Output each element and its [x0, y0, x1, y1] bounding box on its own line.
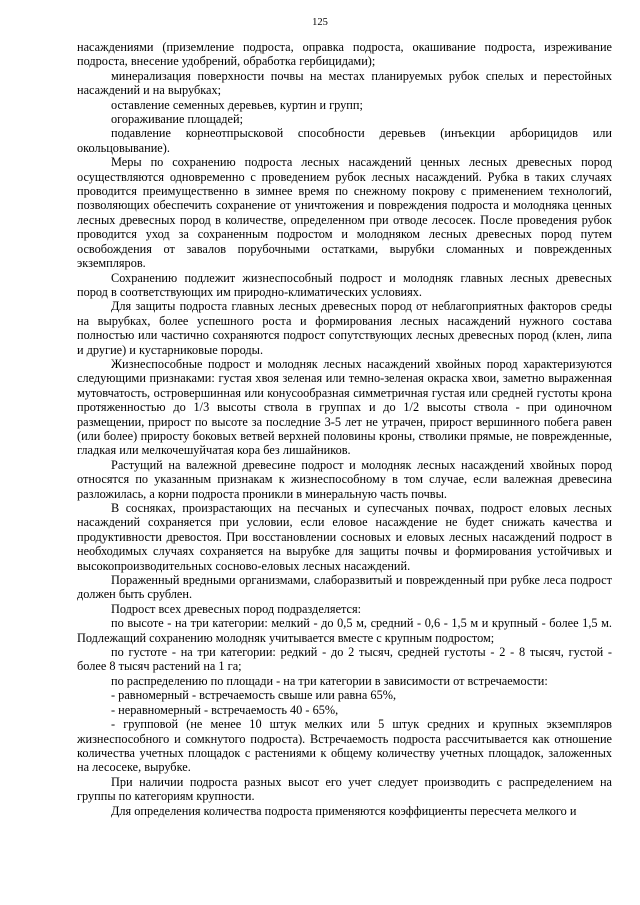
paragraph: Для определения количества подроста применяются коэффициенты пересчета мелкого и: [111, 803, 577, 818]
paragraph: Меры по сохранению подроста лесных насаждений ценных лесных древесных пород осуществляются одновременно с проведением рубок лесных насаждений. Рубка в таких случаях проводится преимущественно в зимнее время по снежному покрову с применением технологий, позволяющих обеспечить сохранение от уничтожения и повреждения подроста и молодняка ценных лесных древесных пород в количестве, определенном при отводе лесосек. После проведения рубок проводится уход за сохраненным подростом и молодняком лесных древесных пород путем освобождения от завалов порубочными остатками, вырубки сломанных и поврежденных экземпляров.: [77, 155, 612, 271]
paragraph: подавление корнеотпрысковой способности деревьев (инъекции арборицидов или окольцовывание).: [77, 126, 612, 155]
paragraph: по распределению по площади - на три категории в зависимости от встречаемости:: [111, 673, 548, 688]
paragraph: В сосняках, произрастающих на песчаных и супесчаных почвах, подрост еловых лесных насаждений сохраняется при условии, если еловое насаждение не будет снижать качества и продуктивности древостоя. При восстановлении сосновых и еловых лесных насаждений подрост в необходимых случаях сохраняется на вырубке для защиты почвы и формирования устойчивых и высокопроизводительных сосново-еловых лесных насаждений.: [77, 501, 612, 573]
paragraph: Растущий на валежной древесине подрост и молодняк лесных насаждений хвойных пород относятся по указанным признакам к жизнеспособному в том случае, если валежная древесина разложилась, а корни подроста проникли в минеральную часть почвы.: [77, 457, 612, 501]
paragraph: - групповой (не менее 10 штук мелких или 5 штук средних и крупных экземпляров жизнеспособного и сомкнутого подроста). Встречаемость подроста рассчитывается как отношение количества учетных площадок с растениями к общему количеству учетных площадок, заложенных на лесосеке, вырубке.: [77, 717, 612, 775]
paragraph: Для защиты подроста главных лесных древесных пород от неблагоприятных факторов среды на вырубках, более успешного роста и формирования лесных насаждений нужного состава полностью или частично сохраняются подрост сопутствующих лесных древесных пород (клен, липа и другие) и кустарниковые породы.: [77, 299, 612, 357]
paragraph: насаждениями (приземление подроста, оправка подроста, окашивание подроста, изреживание подроста, внесение удобрений, обработка гербицидами);: [77, 40, 612, 69]
paragraph: Сохранению подлежит жизнеспособный подрост и молодняк главных лесных древесных пород в соответствующих им природно-климатических условиях.: [77, 270, 612, 299]
paragraph: Жизнеспособные подрост и молодняк лесных насаждений хвойных пород характеризуются следующими признаками: густая хвоя зеленая или темно-зеленая окраска хвои, заметно выраженная мутовчатость, островершинная или конусообразная симметричная густая или средней густоты крона протяженностью до 1/3 высоты ствола в группах и до 1/2 высоты ствола - при одиночном размещении, прирост по высоте за последние 3-5 лет не утрачен, прирост вершинного побега равен (или более) приросту боковых ветвей верхней половины кроны, стволики прямые, не поврежденные, гладкая или мелкочешуйчатая кора без лишайников.: [77, 356, 612, 458]
paragraph: по густоте - на три категории: редкий - до 2 тысяч, средней густоты - 2 - 8 тысяч, густой - более 8 тысяч растений на 1 га;: [77, 645, 612, 674]
paragraph: оставление семенных деревьев, куртин и групп;: [111, 97, 363, 112]
paragraph: - равномерный - встречаемость свыше или равна 65%,: [111, 688, 397, 703]
paragraph: по высоте - на три категории: мелкий - до 0,5 м, средний - 0,6 - 1,5 м и крупный - более 1,5 м. Подлежащий сохранению молодняк учитывается вместе с крупным подростом;: [77, 616, 612, 645]
paragraph: При наличии подроста разных высот его учет следует производить с распределением на группы по категориям крупности.: [77, 774, 612, 804]
paragraph: Подрост всех древесных пород подразделяется:: [111, 601, 362, 616]
paragraph: минерализация поверхности почвы на местах планируемых рубок спелых и перестойных насаждений и на вырубках;: [77, 68, 612, 98]
body-text: [77, 40, 612, 818]
paragraph: Пораженный вредными организмами, слаборазвитый и поврежденный при рубке леса подрост должен быть срублен.: [77, 573, 612, 602]
paragraph: - неравномерный - встречаемость 40 - 65%,: [111, 702, 339, 717]
paragraph: огораживание площадей;: [111, 112, 244, 127]
page-number: 125: [312, 17, 328, 28]
